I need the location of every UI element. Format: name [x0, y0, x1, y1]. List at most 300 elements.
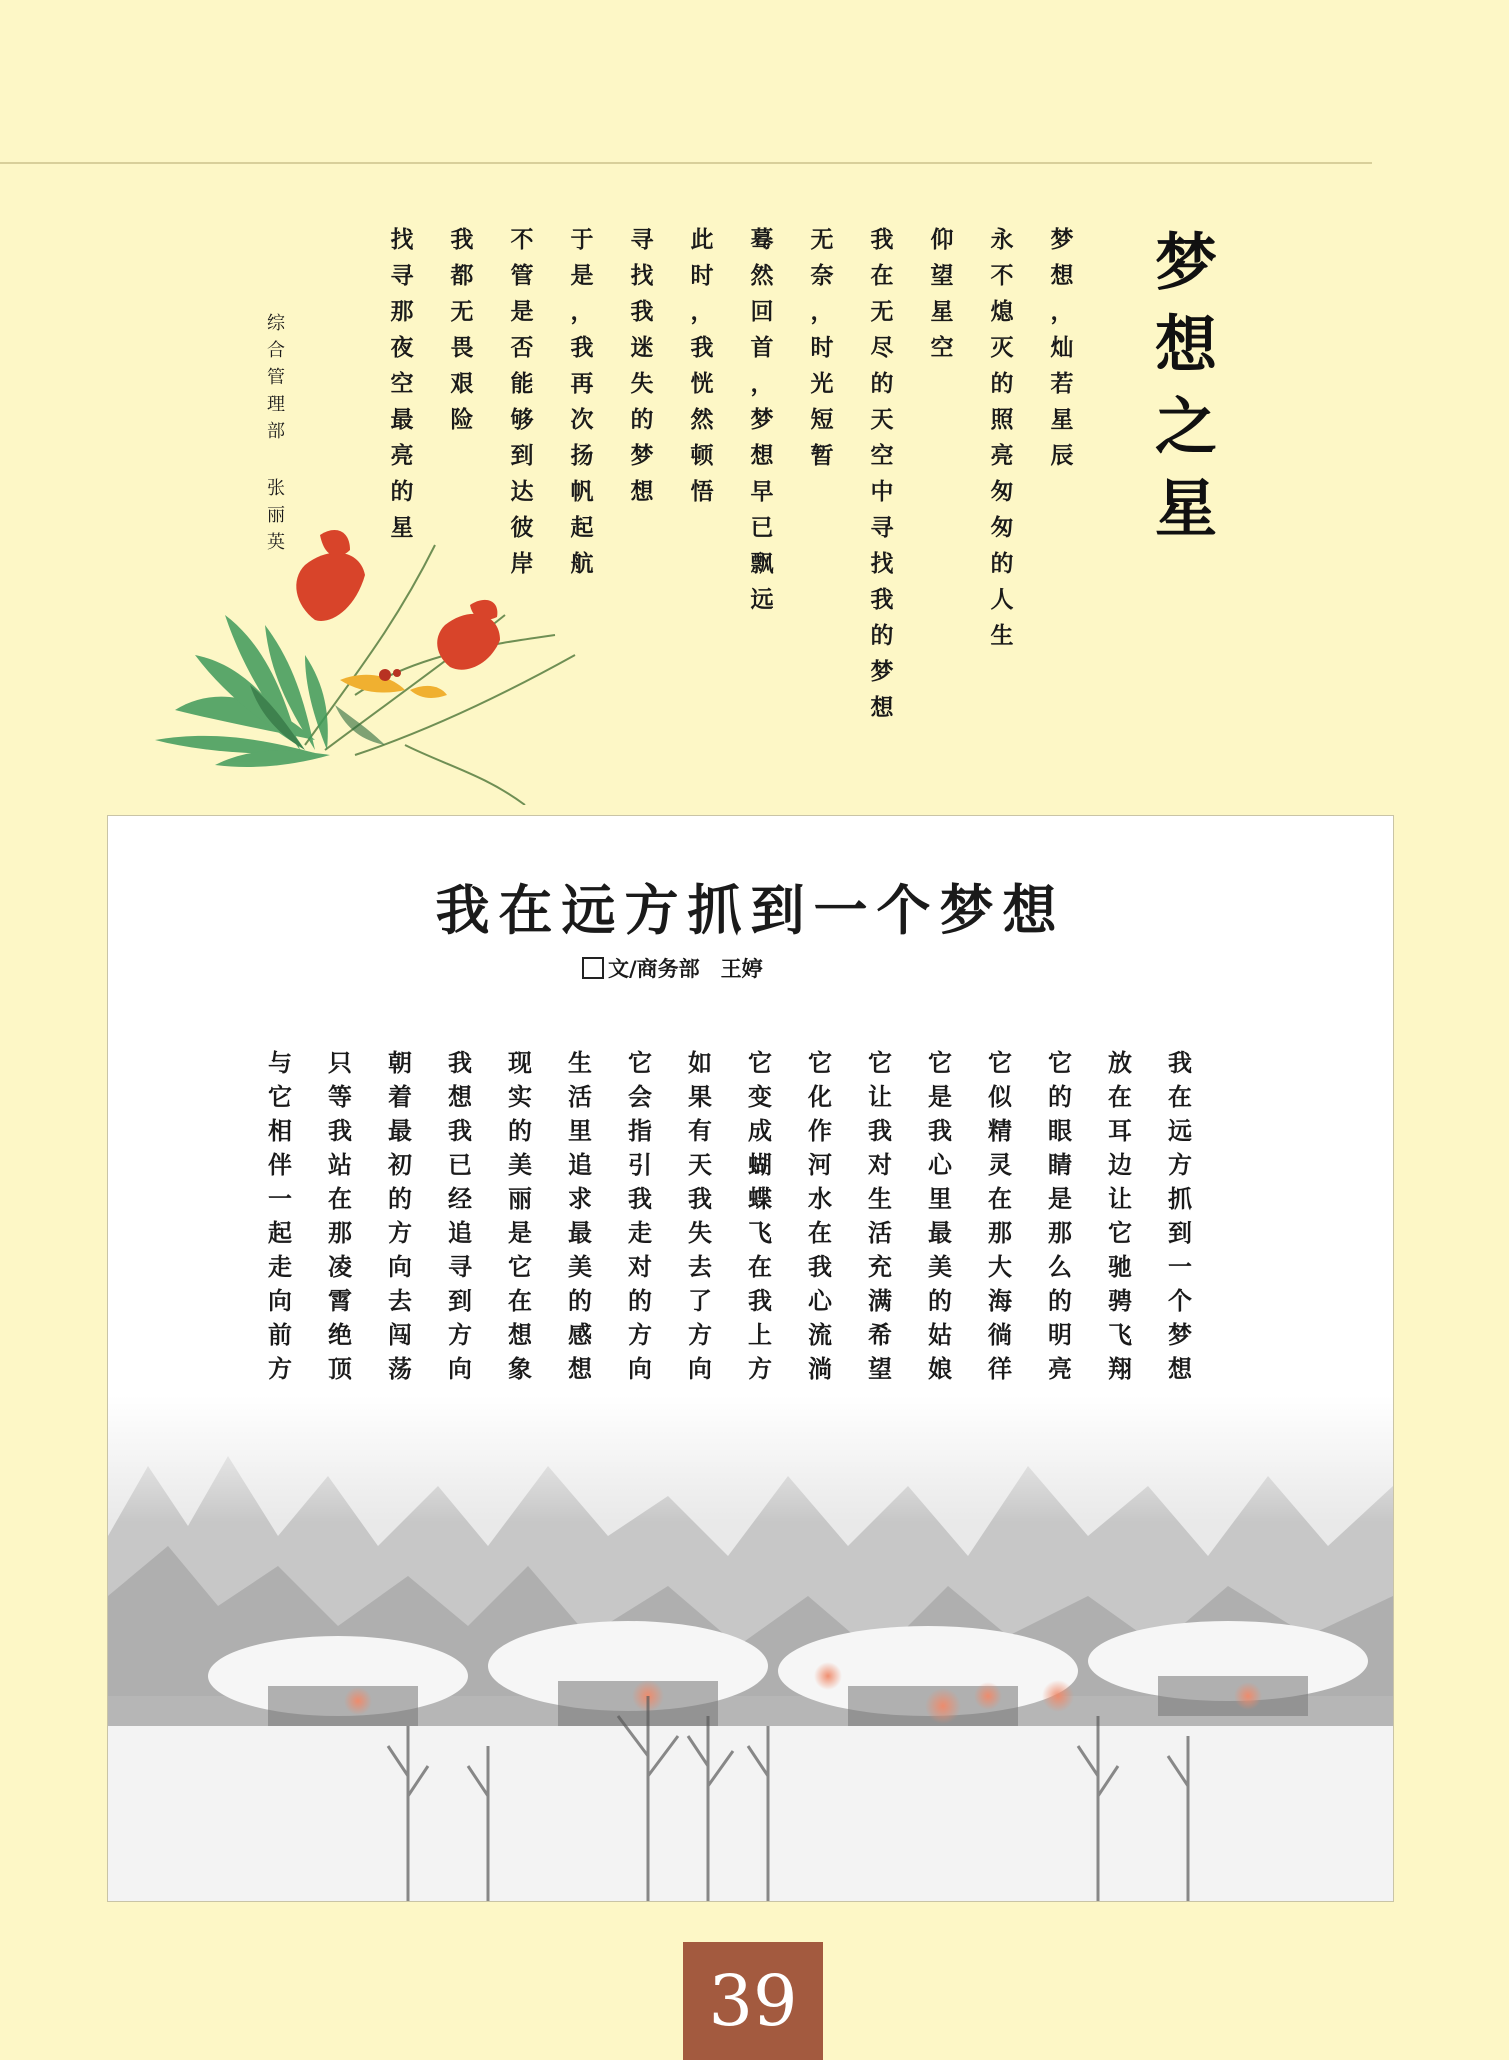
glyph: 管: [510, 263, 534, 289]
glyph: 感: [568, 1321, 592, 1349]
glyph: 的: [388, 1185, 412, 1213]
glyph: 灿: [1050, 335, 1074, 361]
glyph: 望: [868, 1355, 892, 1383]
glyph: 河: [808, 1151, 832, 1179]
glyph: 去: [388, 1287, 412, 1315]
glyph: 追: [448, 1219, 472, 1247]
glyph: 无: [450, 299, 474, 325]
glyph: 方: [748, 1355, 772, 1383]
glyph: 我: [870, 227, 894, 253]
glyph: 人: [990, 587, 1014, 613]
glyph: 想: [1168, 1355, 1192, 1383]
glyph: ，: [570, 299, 594, 325]
glyph: 都: [450, 263, 474, 289]
glyph: 我: [328, 1117, 352, 1145]
glyph: 失: [630, 371, 654, 397]
glyph: 的: [928, 1287, 952, 1315]
poem2-line: [563, 1046, 597, 1420]
glyph: 无: [870, 299, 894, 325]
glyph: 水: [808, 1185, 832, 1213]
poem1-line: [865, 222, 899, 726]
glyph: 美: [928, 1253, 952, 1281]
glyph: 变: [748, 1083, 772, 1111]
glyph: 亮: [1048, 1355, 1072, 1383]
glyph: 想: [1050, 263, 1074, 289]
glyph: 匆: [990, 479, 1014, 505]
glyph: 那: [1048, 1219, 1072, 1247]
glyph: 的: [1048, 1287, 1072, 1315]
glyph: 上: [748, 1321, 772, 1349]
poem2-line: [623, 1046, 657, 1420]
glyph: 在: [1108, 1083, 1132, 1111]
glyph: 的: [870, 371, 894, 397]
glyph: 在: [808, 1219, 832, 1247]
glyph: 然: [690, 407, 714, 433]
glyph: 到: [448, 1287, 472, 1315]
glyph: 在: [1168, 1083, 1192, 1111]
glyph: 流: [808, 1321, 832, 1349]
glyph: 果: [688, 1083, 712, 1111]
poem2-line: [1043, 1046, 1077, 1420]
glyph: 如: [688, 1049, 712, 1077]
poem1-line: [985, 222, 1019, 654]
glyph: 朝: [388, 1049, 412, 1077]
glyph: 的: [508, 1117, 532, 1145]
glyph: 有: [688, 1117, 712, 1145]
glyph: 梦: [1168, 1321, 1192, 1349]
glyph: 成: [748, 1117, 772, 1145]
glyph: 指: [628, 1117, 652, 1145]
poem2-line: [983, 1046, 1017, 1420]
glyph: ，: [750, 371, 774, 397]
glyph: 时: [810, 335, 834, 361]
glyph: 向: [388, 1253, 412, 1281]
glyph: 闯: [388, 1321, 412, 1349]
glyph: 恍: [690, 371, 714, 397]
glyph: 满: [868, 1287, 892, 1315]
glyph: 绝: [328, 1321, 352, 1349]
glyph: 短: [810, 407, 834, 433]
glyph: 化: [808, 1083, 832, 1111]
glyph: 奈: [810, 263, 834, 289]
glyph: 放: [1108, 1049, 1132, 1077]
glyph: 是: [508, 1219, 532, 1247]
glyph: 综: [267, 313, 285, 334]
glyph: 找: [870, 551, 894, 577]
glyph: 不: [510, 227, 534, 253]
glyph: 帆: [570, 479, 594, 505]
glyph: 它: [808, 1049, 832, 1077]
glyph: 的: [870, 623, 894, 649]
glyph: 似: [988, 1083, 1012, 1111]
poem1-title-char: 之: [1155, 390, 1218, 463]
glyph: 再: [570, 371, 594, 397]
glyph: 抓: [1168, 1185, 1192, 1213]
glyph: 精: [988, 1117, 1012, 1145]
glyph: 梦: [1050, 227, 1074, 253]
glyph: 美: [568, 1253, 592, 1281]
glyph: 方: [688, 1321, 712, 1349]
glyph: 永: [990, 227, 1014, 253]
glyph: 美: [508, 1151, 532, 1179]
glyph: 方: [268, 1355, 292, 1383]
header-rule: [0, 162, 1372, 164]
glyph: 一: [1168, 1253, 1192, 1281]
poem1-line: [1045, 222, 1079, 474]
glyph: 让: [1108, 1185, 1132, 1213]
glyph: 管: [267, 367, 285, 388]
page-number: 39: [683, 1942, 823, 2060]
poem2-line: [863, 1046, 897, 1420]
glyph: 险: [450, 407, 474, 433]
glyph: 我: [450, 227, 474, 253]
glyph: 暂: [810, 443, 834, 469]
glyph: 向: [448, 1355, 472, 1383]
poem2-line: [1163, 1046, 1197, 1420]
glyph: 够: [510, 407, 534, 433]
glyph: 方: [1168, 1151, 1192, 1179]
glyph: 淌: [808, 1355, 832, 1383]
glyph: 最: [928, 1219, 952, 1247]
glyph: 夜: [390, 335, 414, 361]
glyph: 生: [990, 623, 1014, 649]
glyph: 让: [868, 1083, 892, 1111]
glyph: 天: [870, 407, 894, 433]
glyph: 骋: [1108, 1287, 1132, 1315]
glyph: 在: [870, 263, 894, 289]
glyph: 徉: [988, 1355, 1012, 1383]
glyph: 翔: [1108, 1355, 1132, 1383]
glyph: 前: [268, 1321, 292, 1349]
glyph: 首: [750, 335, 774, 361]
glyph: 丽: [508, 1185, 532, 1213]
glyph: 娘: [928, 1355, 952, 1383]
glyph: 飞: [748, 1219, 772, 1247]
glyph: 我: [630, 299, 654, 325]
glyph: 驰: [1108, 1253, 1132, 1281]
glyph: 星: [930, 299, 954, 325]
glyph: 是: [1048, 1185, 1072, 1213]
glyph: 的: [990, 371, 1014, 397]
article-title: 我在远方抓到一个梦想: [435, 878, 1066, 942]
glyph: 部: [267, 421, 285, 442]
glyph: 梦: [750, 407, 774, 433]
glyph: 希: [868, 1321, 892, 1349]
glyph: 寻: [448, 1253, 472, 1281]
glyph: 一: [268, 1185, 292, 1213]
glyph: 想: [630, 479, 654, 505]
glyph: 飞: [1108, 1321, 1132, 1349]
glyph: 初: [388, 1151, 412, 1179]
glyph: 作: [808, 1117, 832, 1145]
glyph: 失: [688, 1219, 712, 1247]
glyph: 光: [810, 371, 834, 397]
glyph: 它: [988, 1049, 1012, 1077]
glyph: 星: [390, 515, 414, 541]
poem2-line: [323, 1046, 357, 1420]
glyph: 对: [628, 1253, 652, 1281]
glyph: 心: [928, 1151, 952, 1179]
glyph: 站: [328, 1151, 352, 1179]
glyph: 中: [870, 479, 894, 505]
glyph: 想: [568, 1355, 592, 1383]
glyph: 扬: [570, 443, 594, 469]
poem1-line: [625, 222, 659, 510]
glyph: 岸: [510, 551, 534, 577]
poem2-line: [803, 1046, 837, 1420]
poem1-author-dept: [262, 310, 290, 445]
glyph: 方: [448, 1321, 472, 1349]
glyph: 辰: [1050, 443, 1074, 469]
glyph: 尽: [870, 335, 894, 361]
glyph: 只: [328, 1049, 352, 1077]
glyph: 起: [570, 515, 594, 541]
article-panel: [107, 815, 1394, 1902]
glyph: 它: [628, 1049, 652, 1077]
poem1-line: [805, 222, 839, 474]
glyph: 艰: [450, 371, 474, 397]
glyph: 睛: [1048, 1151, 1072, 1179]
glyph: 我: [928, 1117, 952, 1145]
glyph: 伴: [268, 1151, 292, 1179]
glyph: 悟: [690, 479, 714, 505]
glyph: 凌: [328, 1253, 352, 1281]
glyph: 梦: [630, 443, 654, 469]
poem2-line: [503, 1046, 537, 1420]
glyph: 我: [688, 1185, 712, 1213]
glyph: 了: [688, 1287, 712, 1315]
glyph: 我: [1168, 1049, 1192, 1077]
glyph: 灭: [990, 335, 1014, 361]
glyph: 灵: [988, 1151, 1012, 1179]
glyph: 我: [628, 1185, 652, 1213]
glyph: 生: [868, 1185, 892, 1213]
glyph: 熄: [990, 299, 1014, 325]
glyph: 到: [510, 443, 534, 469]
glyph: 方: [628, 1321, 652, 1349]
poem1-title-char: 星: [1155, 472, 1218, 545]
poem1-line: [445, 222, 479, 438]
glyph: 向: [268, 1287, 292, 1315]
glyph: 此: [690, 227, 714, 253]
glyph: 的: [390, 479, 414, 505]
glyph: 它: [868, 1049, 892, 1077]
glyph: 若: [1050, 371, 1074, 397]
glyph: 它: [748, 1049, 772, 1077]
poem2-line: [263, 1046, 297, 1420]
glyph: 已: [750, 515, 774, 541]
glyph: 耳: [1108, 1117, 1132, 1145]
glyph: 经: [448, 1185, 472, 1213]
glyph: 空: [930, 335, 954, 361]
glyph: 它: [508, 1253, 532, 1281]
article-byline: [582, 953, 763, 983]
glyph: 寻: [390, 263, 414, 289]
glyph: 找: [390, 227, 414, 253]
glyph: 仰: [930, 227, 954, 253]
glyph: 求: [568, 1185, 592, 1213]
glyph: 眼: [1048, 1117, 1072, 1145]
glyph: 不: [990, 263, 1014, 289]
glyph: 无: [810, 227, 834, 253]
poem2-line: [443, 1046, 477, 1420]
glyph: ，: [690, 299, 714, 325]
glyph: 寻: [870, 515, 894, 541]
glyph: 最: [388, 1117, 412, 1145]
glyph: 向: [688, 1355, 712, 1383]
glyph: 想: [448, 1083, 472, 1111]
glyph: 于: [570, 227, 594, 253]
glyph: 寻: [630, 227, 654, 253]
poem2-line: [743, 1046, 777, 1420]
glyph: 在: [508, 1287, 532, 1315]
glyph: 蝴: [748, 1151, 772, 1179]
glyph: 到: [1168, 1219, 1192, 1247]
glyph: 的: [628, 1287, 652, 1315]
glyph: 我: [690, 335, 714, 361]
glyph: 海: [988, 1287, 1012, 1315]
glyph: 然: [750, 263, 774, 289]
glyph: 它: [928, 1049, 952, 1077]
glyph: 充: [868, 1253, 892, 1281]
poem1-title-char: 梦: [1155, 226, 1218, 299]
poem1-title-char: 想: [1155, 308, 1218, 381]
glyph: 等: [328, 1083, 352, 1111]
glyph: 徜: [988, 1321, 1012, 1349]
glyph: 达: [510, 479, 534, 505]
glyph: 飘: [750, 551, 774, 577]
glyph: 我: [870, 587, 894, 613]
glyph: 我: [448, 1049, 472, 1077]
glyph: 天: [688, 1151, 712, 1179]
glyph: 的: [990, 551, 1014, 577]
glyph: 那: [988, 1219, 1012, 1247]
glyph: 姑: [928, 1321, 952, 1349]
snow-village-painting-image: [108, 1396, 1393, 1901]
poem2-line: [1103, 1046, 1137, 1420]
glyph: 星: [1050, 407, 1074, 433]
glyph: 顶: [328, 1355, 352, 1383]
glyph: 我: [570, 335, 594, 361]
glyph: 蝶: [748, 1185, 772, 1213]
glyph: 在: [988, 1185, 1012, 1213]
flower-painting-image: [155, 505, 595, 805]
glyph: 亮: [390, 443, 414, 469]
glyph: 远: [750, 587, 774, 613]
glyph: 里: [928, 1185, 952, 1213]
glyph: 追: [568, 1151, 592, 1179]
glyph: 合: [267, 340, 285, 361]
glyph: 我: [748, 1287, 772, 1315]
glyph: 与: [268, 1049, 292, 1077]
glyph: 英: [267, 532, 285, 553]
glyph: 否: [510, 335, 534, 361]
glyph: 是: [510, 299, 534, 325]
glyph: 会: [628, 1083, 652, 1111]
poem1-line: [385, 222, 419, 546]
glyph: 我: [448, 1117, 472, 1145]
glyph: 引: [628, 1151, 652, 1179]
glyph: 里: [568, 1117, 592, 1145]
glyph: 早: [750, 479, 774, 505]
glyph: 它: [1108, 1219, 1132, 1247]
glyph: 么: [1048, 1253, 1072, 1281]
glyph: 大: [988, 1253, 1012, 1281]
glyph: 想: [870, 695, 894, 721]
glyph: 的: [1048, 1083, 1072, 1111]
glyph: 我: [868, 1117, 892, 1145]
glyph: 走: [268, 1253, 292, 1281]
glyph: 实: [508, 1083, 532, 1111]
glyph: ，: [810, 299, 834, 325]
glyph: 时: [690, 263, 714, 289]
glyph: 明: [1048, 1321, 1072, 1349]
glyph: 起: [268, 1219, 292, 1247]
glyph: 它: [1048, 1049, 1072, 1077]
glyph: 空: [870, 443, 894, 469]
glyph: 生: [568, 1049, 592, 1077]
glyph: 丽: [267, 505, 285, 526]
glyph: 活: [868, 1219, 892, 1247]
glyph: 的: [630, 407, 654, 433]
glyph: 能: [510, 371, 534, 397]
glyph: 找: [630, 263, 654, 289]
glyph: 在: [748, 1253, 772, 1281]
glyph: 霄: [328, 1287, 352, 1315]
glyph: 个: [1168, 1287, 1192, 1315]
glyph: 最: [390, 407, 414, 433]
glyph: 航: [570, 551, 594, 577]
poem1-line: [925, 222, 959, 366]
glyph: 它: [268, 1083, 292, 1111]
glyph: 相: [268, 1117, 292, 1145]
glyph: 现: [508, 1049, 532, 1077]
glyph: 畏: [450, 335, 474, 361]
glyph: 回: [750, 299, 774, 325]
glyph: 着: [388, 1083, 412, 1111]
glyph: 最: [568, 1219, 592, 1247]
glyph: 的: [568, 1287, 592, 1315]
glyph: 荡: [388, 1355, 412, 1383]
glyph: 去: [688, 1253, 712, 1281]
glyph: 我: [808, 1253, 832, 1281]
glyph: 边: [1108, 1151, 1132, 1179]
glyph: 那: [328, 1219, 352, 1247]
glyph: 张: [267, 478, 285, 499]
poem1-line: [685, 222, 719, 510]
glyph: 迷: [630, 335, 654, 361]
glyph: 活: [568, 1083, 592, 1111]
glyph: ，: [1050, 299, 1074, 325]
glyph: 理: [267, 394, 285, 415]
glyph: 向: [628, 1355, 652, 1383]
glyph: 彼: [510, 515, 534, 541]
glyph: 那: [390, 299, 414, 325]
glyph: 是: [570, 263, 594, 289]
glyph: 空: [390, 371, 414, 397]
glyph: 顿: [690, 443, 714, 469]
poem1-line: [745, 222, 779, 618]
glyph: 亮: [990, 443, 1014, 469]
glyph: 心: [808, 1287, 832, 1315]
glyph: 远: [1168, 1117, 1192, 1145]
poem2-line: [923, 1046, 957, 1420]
glyph: 照: [990, 407, 1014, 433]
glyph: 望: [930, 263, 954, 289]
poem2-line: [683, 1046, 717, 1420]
poem2-line: [383, 1046, 417, 1420]
glyph: 已: [448, 1151, 472, 1179]
